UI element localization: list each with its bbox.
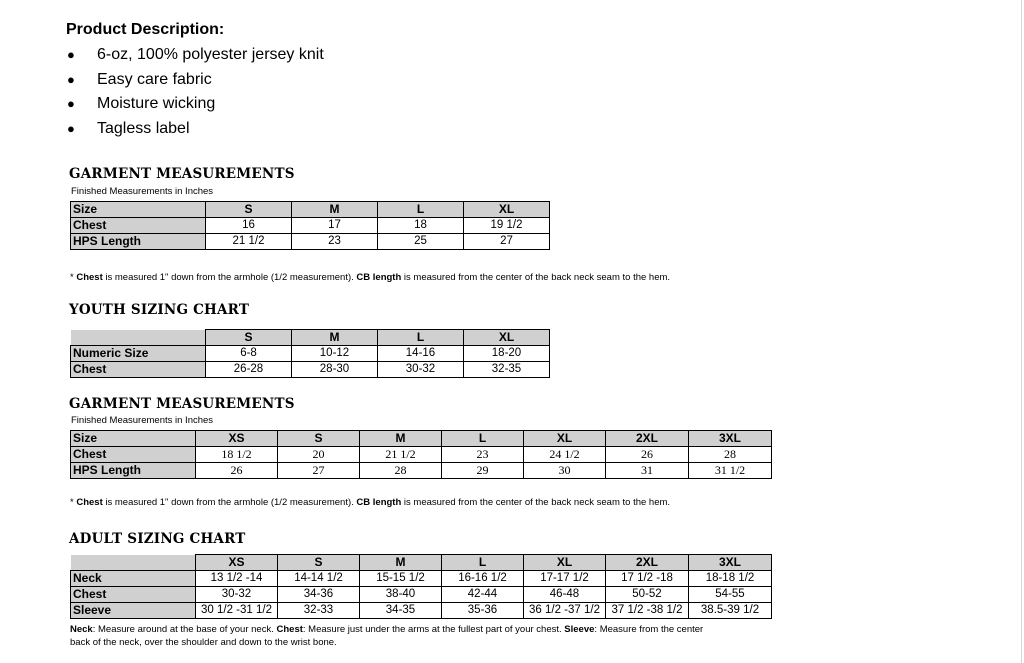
feature-text: Moisture wicking — [97, 95, 216, 112]
bullet-icon: ● — [67, 47, 75, 62]
header-cell: XS — [196, 431, 278, 447]
youth-garment-section — [69, 166, 295, 197]
table-header-row — [71, 431, 772, 447]
table-cell: 54-55 — [689, 587, 772, 603]
table-cell: 30-32 — [196, 587, 278, 603]
table-cell: 42-44 — [442, 587, 524, 603]
note-text: is measured from the center of the back neck seam to the hem. — [401, 272, 671, 283]
feature-text: Easy care fabric — [97, 70, 212, 88]
table-header-row — [71, 330, 550, 346]
header-cell: M — [292, 330, 378, 346]
header-cell: 2XL — [606, 555, 689, 571]
header-cell: 3XL — [689, 431, 772, 447]
note-text: : Measure around at the base of your neck. — [92, 624, 277, 635]
header-cell: XS — [196, 555, 278, 571]
table-cell: 14-16 — [378, 346, 464, 362]
table-cell: 21 1/2 — [206, 234, 292, 250]
header-cell: L — [442, 555, 524, 571]
table-cell: 15-15 1/2 — [360, 571, 442, 587]
adult-sizing-section — [69, 531, 246, 547]
table-cell: 37 1/2 -38 1/2 — [606, 603, 689, 619]
feature-item — [66, 94, 324, 119]
note-text: * — [70, 272, 77, 283]
note-text: : Measure from the center — [594, 624, 704, 635]
header-cell: 2XL — [606, 431, 689, 447]
table-cell: 26 — [606, 447, 689, 463]
table-row — [71, 218, 550, 234]
feature-list — [66, 45, 324, 143]
bullet-icon: ● — [67, 96, 75, 111]
sizing-note-line2: back of the neck, over the shoulder and down to the wrist bone. — [70, 637, 337, 648]
note-term: Chest — [276, 624, 303, 635]
header-cell: M — [360, 555, 442, 571]
table-header-row — [71, 202, 550, 218]
table-cell: 25 — [378, 234, 464, 250]
note-text: * — [70, 497, 77, 508]
table-cell: 16 — [206, 218, 292, 234]
table-cell: 28 — [360, 463, 442, 479]
row-label: HPS Length — [71, 463, 196, 479]
header-cell: Size — [71, 431, 196, 447]
bullet-icon: ● — [67, 120, 75, 136]
header-cell: XL — [524, 555, 606, 571]
table-cell: 46-48 — [524, 587, 606, 603]
table-cell: 17 1/2 -18 — [606, 571, 689, 587]
note-term: Sleeve — [564, 624, 595, 635]
table-cell: 34-35 — [360, 603, 442, 619]
section-title: GARMENT MEASUREMENTS — [69, 166, 295, 182]
table-cell: 26 — [196, 463, 278, 479]
table-row — [71, 603, 772, 619]
adult-sizing-table — [70, 554, 772, 619]
note-term: Neck — [70, 624, 93, 635]
note-term: Chest — [76, 497, 103, 508]
row-label: Chest — [71, 587, 196, 603]
table-row — [71, 234, 550, 250]
product-description — [66, 21, 324, 143]
table-cell: 36 1/2 -37 1/2 — [524, 603, 606, 619]
feature-item — [66, 70, 324, 95]
table-cell: 34-36 — [278, 587, 360, 603]
section-title: ADULT SIZING CHART — [69, 531, 246, 547]
section-subtitle: Finished Measurements in Inches — [71, 186, 214, 197]
header-cell: XL — [464, 202, 550, 218]
feature-text: Tagless label — [97, 119, 190, 137]
adult-garment-table — [70, 430, 772, 479]
header-cell: 3XL — [689, 555, 772, 571]
note-term: CB length — [356, 497, 402, 508]
row-label: HPS Length — [71, 234, 206, 250]
table-cell: 14-14 1/2 — [278, 571, 360, 587]
table-cell: 6-8 — [206, 346, 292, 362]
row-label: Chest — [71, 447, 196, 463]
page-edge-line — [1021, 0, 1022, 663]
table-row — [71, 587, 772, 603]
table-row — [71, 362, 550, 378]
empty-header-cell — [71, 330, 206, 346]
section-title: GARMENT MEASUREMENTS — [69, 396, 295, 412]
youth-sizing-table — [70, 329, 550, 378]
table-row — [71, 447, 772, 463]
table-cell: 18 — [378, 218, 464, 234]
table-cell: 24 1/2 — [524, 447, 606, 463]
table-cell: 30 1/2 -31 1/2 — [196, 603, 278, 619]
table-cell: 27 — [464, 234, 550, 250]
table-cell: 26-28 — [206, 362, 292, 378]
row-label: Sleeve — [71, 603, 196, 619]
table-row — [71, 463, 772, 479]
table-cell: 18-18 1/2 — [689, 571, 772, 587]
table-cell: 30 — [524, 463, 606, 479]
table-cell: 38-40 — [360, 587, 442, 603]
header-cell: L — [442, 431, 524, 447]
table-cell: 18-20 — [464, 346, 550, 362]
header-cell: S — [278, 555, 360, 571]
note-text: is measured 1" down from the armhole (1/2 measurement). — [102, 497, 357, 508]
table-cell: 32-35 — [464, 362, 550, 378]
note-text: : Measure just under the arms at the fullest part of your chest. — [302, 624, 565, 635]
section-title: YOUTH SIZING CHART — [69, 302, 250, 318]
measurement-note — [70, 497, 670, 508]
feature-text: 6-oz, 100% polyester jersey knit — [97, 46, 324, 63]
table-cell: 21 1/2 — [360, 447, 442, 463]
table-cell: 32-33 — [278, 603, 360, 619]
header-cell: M — [292, 202, 378, 218]
header-cell: XL — [524, 431, 606, 447]
bullet-icon: ● — [67, 71, 75, 87]
row-label: Neck — [71, 571, 196, 587]
feature-item — [66, 119, 324, 144]
youth-garment-table — [70, 201, 550, 250]
header-cell: M — [360, 431, 442, 447]
empty-header-cell — [71, 555, 196, 571]
row-label: Chest — [71, 218, 206, 234]
table-cell: 13 1/2 -14 — [196, 571, 278, 587]
header-cell: S — [206, 202, 292, 218]
note-text: is measured 1" down from the armhole (1/2 measurement). — [102, 272, 357, 283]
table-cell: 28 — [689, 447, 772, 463]
table-cell: 30-32 — [378, 362, 464, 378]
adult-garment-section — [69, 396, 295, 426]
note-term: CB length — [356, 272, 402, 283]
table-cell: 19 1/2 — [464, 218, 550, 234]
feature-item — [66, 45, 324, 70]
table-cell: 38.5-39 1/2 — [689, 603, 772, 619]
table-cell: 28-30 — [292, 362, 378, 378]
header-cell: XL — [464, 330, 550, 346]
measurement-note — [70, 272, 670, 283]
table-header-row — [71, 555, 772, 571]
table-cell: 35-36 — [442, 603, 524, 619]
table-cell: 23 — [442, 447, 524, 463]
youth-sizing-section — [69, 302, 249, 318]
table-cell: 20 — [278, 447, 360, 463]
header-cell: L — [378, 330, 464, 346]
header-cell: S — [206, 330, 292, 346]
table-cell: 17-17 1/2 — [524, 571, 606, 587]
table-cell: 31 — [606, 463, 689, 479]
note-term: Chest — [76, 272, 103, 283]
table-cell: 18 1/2 — [196, 447, 278, 463]
table-cell: 31 1/2 — [689, 463, 772, 479]
row-label: Numeric Size — [71, 346, 206, 362]
table-cell: 27 — [278, 463, 360, 479]
table-cell: 29 — [442, 463, 524, 479]
row-label: Chest — [71, 362, 206, 378]
header-cell: L — [378, 202, 464, 218]
table-row — [71, 571, 772, 587]
table-cell: 50-52 — [606, 587, 689, 603]
table-row — [71, 346, 550, 362]
section-subtitle: Finished Measurements in Inches — [71, 415, 214, 426]
product-description-title: Product Description: — [66, 21, 225, 38]
table-cell: 16-16 1/2 — [442, 571, 524, 587]
table-cell: 17 — [292, 218, 378, 234]
table-cell: 23 — [292, 234, 378, 250]
header-cell: Size — [71, 202, 206, 218]
note-text: is measured from the center of the back neck seam to the hem. — [401, 497, 671, 508]
table-cell: 10-12 — [292, 346, 378, 362]
header-cell: S — [278, 431, 360, 447]
sizing-note — [70, 624, 703, 635]
